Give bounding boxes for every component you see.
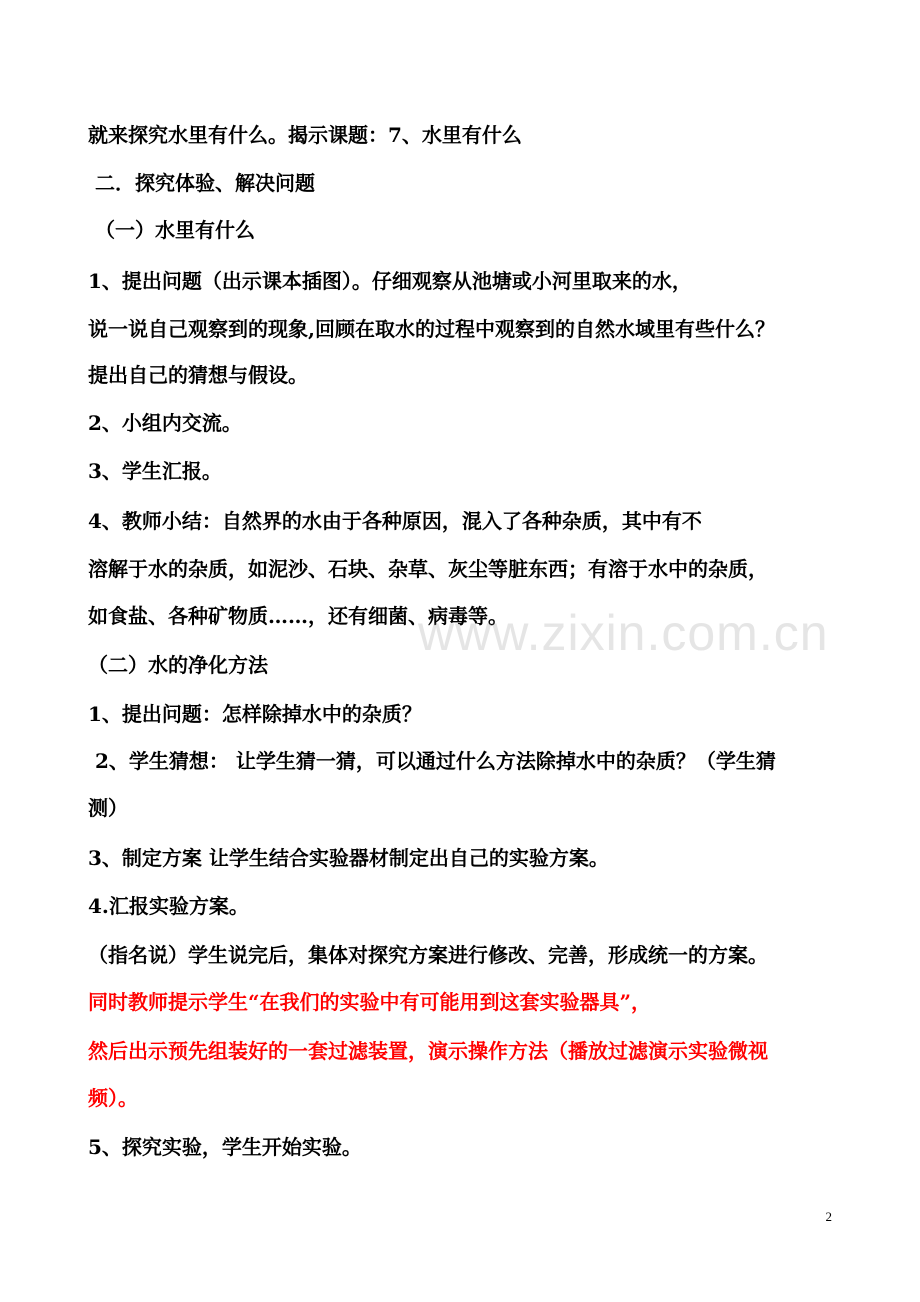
text-line-7: 2、小组内交流。 — [88, 411, 242, 435]
text-line-16: 3、制定方案 让学生结合实验器材制定出自己的实验方案。 — [88, 846, 609, 870]
text-line-8: 3、学生汇报。 — [88, 459, 222, 483]
text-line-14: 2、学生猜想： 让学生猜一猜，可以通过什么方法除掉水中的杂质？（学生猜 — [88, 749, 776, 773]
watermark-text: www.zixin.com.cn — [418, 605, 829, 661]
text-line-17: 4.汇报实验方案。 — [88, 894, 249, 918]
subsection-heading-2: （二）水的净化方法 — [88, 653, 268, 677]
red-text-line-2: 然后出示预先组装好的一套过滤装置，演示操作方法（播放过滤演示实验微视 — [88, 1039, 768, 1063]
text-line-13: 1、提出问题：怎样除掉水中的杂质？ — [88, 702, 422, 726]
text-line-11: 如食盐、各种矿物质……，还有细菌、病毒等。 — [88, 604, 508, 628]
text-line-4: 1、提出问题（出示课本插图）。仔细观察从池塘或小河里取来的水， — [88, 269, 692, 293]
section-heading-explore: 二．探究体验、解决问题 — [88, 171, 315, 195]
red-text-line-1: 同时教师提示学生“在我们的实验中有可能用到这套实验器具”， — [88, 990, 652, 1014]
text-line-18: （指名说）学生说完后，集体对探究方案进行修改、完善，形成统一的方案。 — [88, 943, 768, 967]
text-line-22: 5、探究实验，学生开始实验。 — [88, 1135, 362, 1159]
text-line-10: 溶解于水的杂质，如泥沙、石块、杂草、灰尘等脏东西；有溶于水中的杂质， — [88, 557, 768, 581]
text-line-6: 提出自己的猜想与假设。 — [88, 363, 308, 387]
red-text-line-3: 频）。 — [88, 1086, 138, 1110]
subsection-heading-1: （一）水里有什么 — [88, 218, 255, 242]
page-number: 2 — [825, 1209, 832, 1224]
text-line-9: 4、教师小结：自然界的水由于各种原因，混入了各种杂质，其中有不 — [88, 509, 702, 533]
text-line-5: 说一说自己观察到的现象,回顾在取水的过程中观察到的自然水域里有些什么？ — [88, 317, 775, 341]
text-line-15: 测） — [88, 796, 128, 820]
text-line-1: 就来探究水里有什么。揭示课题：7、水里有什么 — [88, 123, 522, 147]
